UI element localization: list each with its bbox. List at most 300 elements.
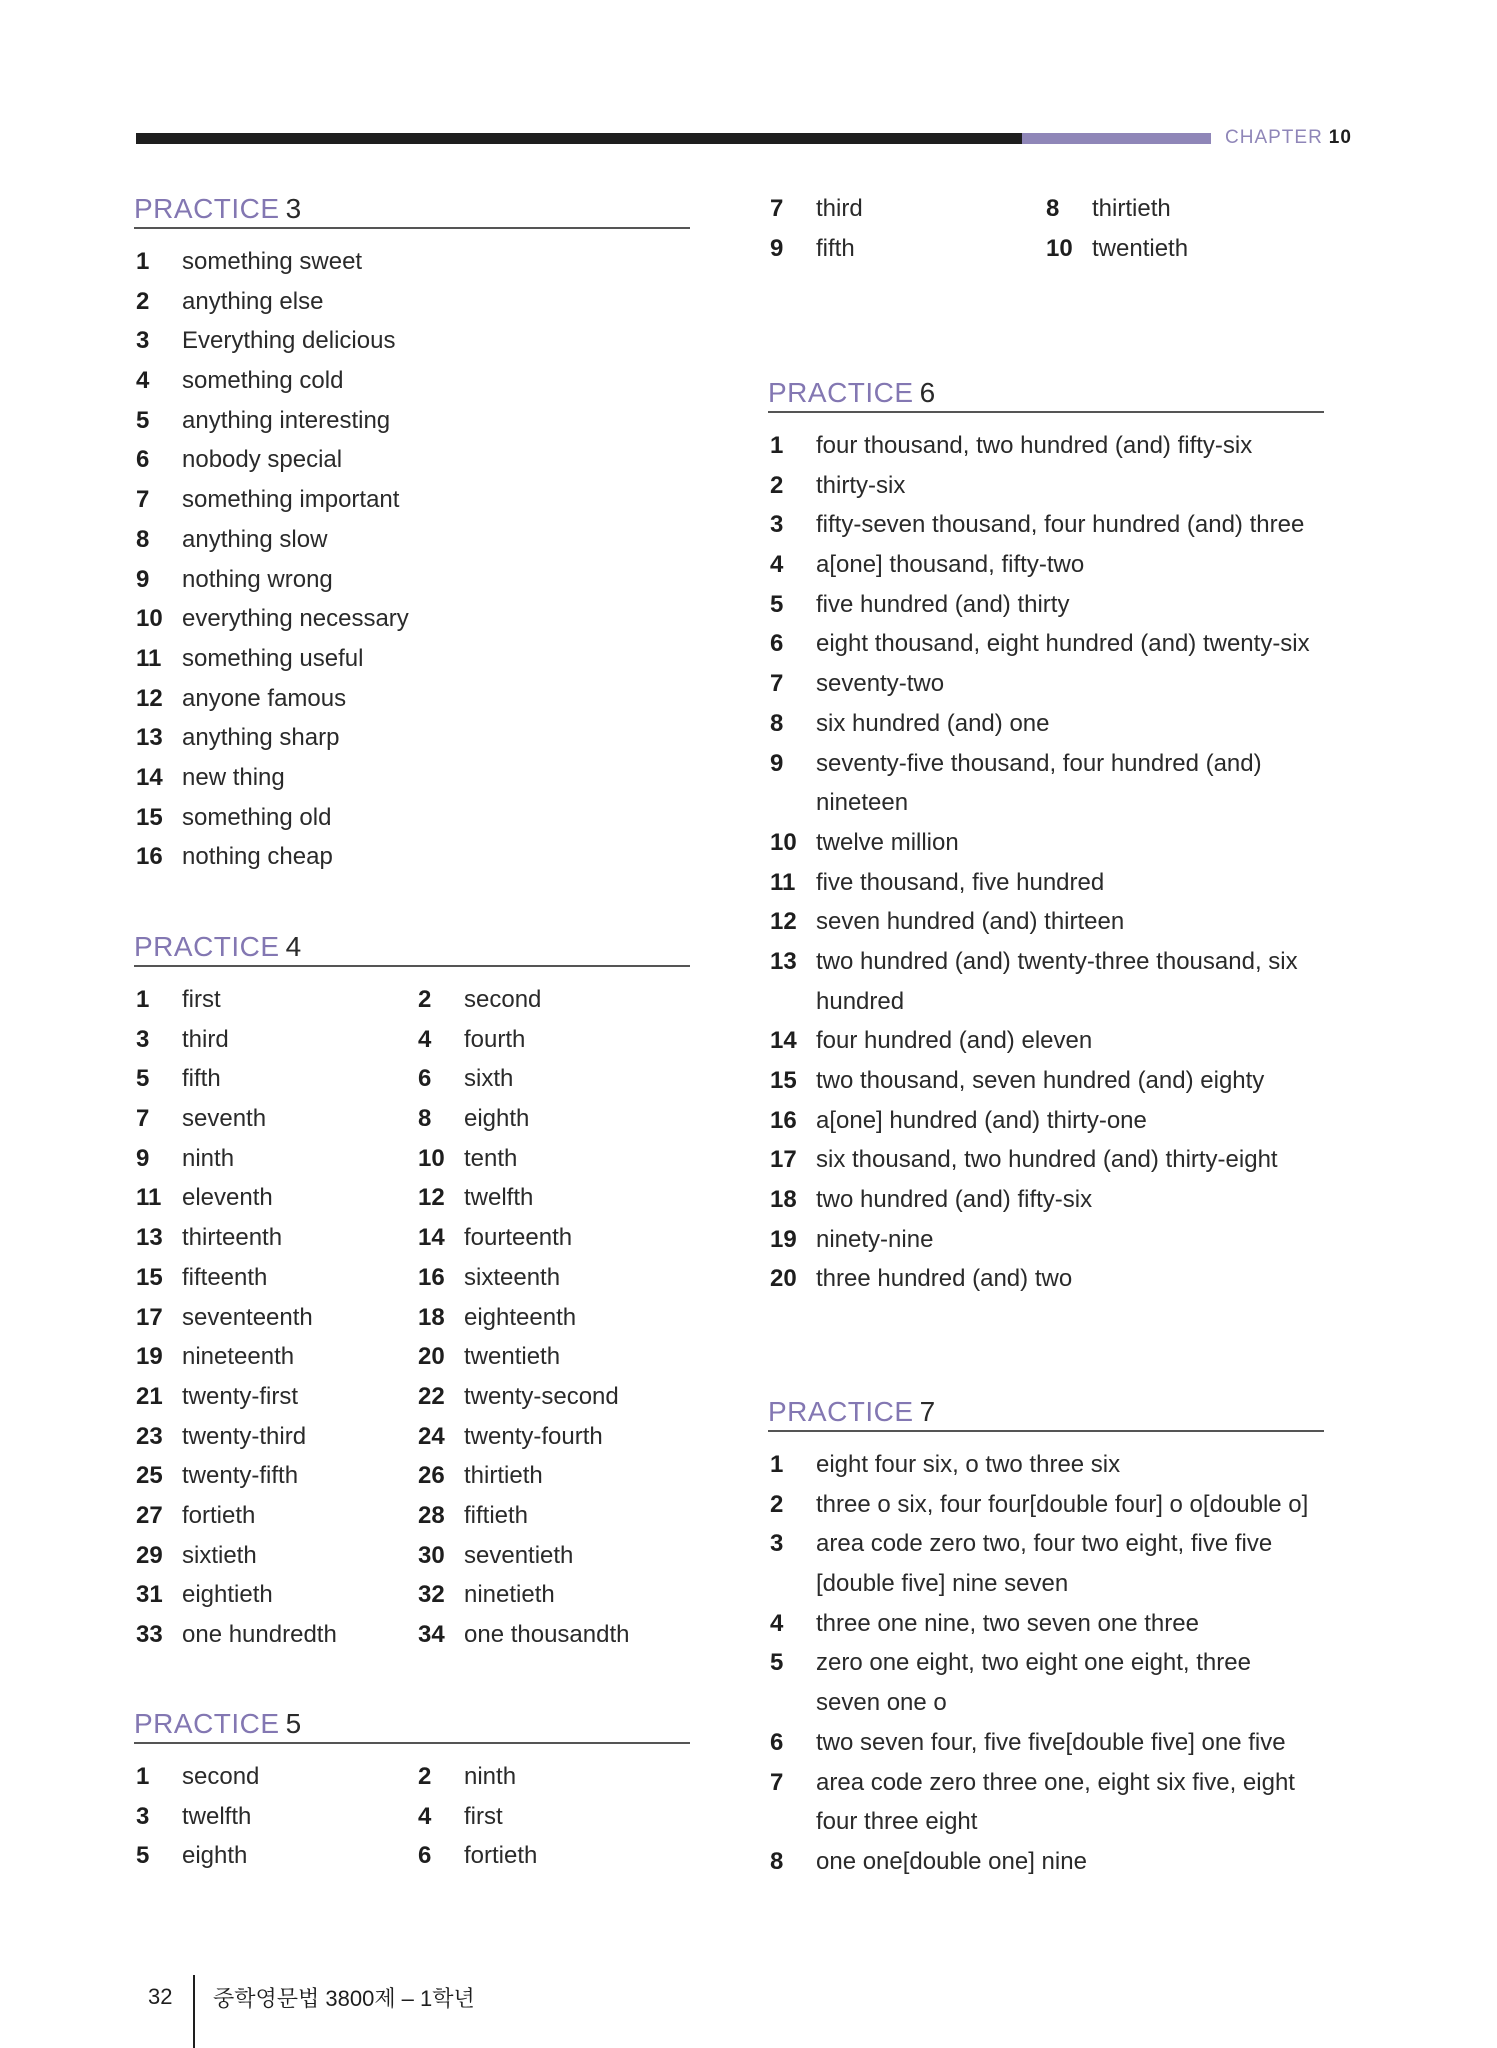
answer-item	[768, 1220, 1324, 1260]
answer-text: anything else	[182, 287, 324, 315]
answer-text: something sweet	[182, 248, 363, 275]
practice-3-title: PRACTICE 3	[134, 193, 302, 224]
answer-item	[768, 585, 1324, 625]
answer-item	[768, 189, 1044, 229]
answer-item	[768, 1259, 1324, 1299]
answer-item	[134, 1337, 416, 1377]
answer-item	[134, 361, 690, 401]
answer-text: fifth	[816, 234, 855, 262]
answer-text: ninetieth	[464, 1581, 555, 1609]
answer-number: 7	[770, 670, 784, 698]
answer-text: zero one eight, two eight one eight, three	[816, 1649, 1251, 1677]
answer-text: twenty-third	[182, 1422, 307, 1450]
answer-text: five hundred (and) thirty	[816, 590, 1070, 618]
answer-item	[768, 624, 1324, 664]
answer-text: three hundred (and) two	[816, 1265, 1073, 1293]
answer-number: 13	[136, 724, 163, 752]
answer-item	[416, 1377, 698, 1417]
answer-text: twenty-fifth	[182, 1462, 299, 1490]
answer-number: 3	[136, 327, 150, 355]
answer-text: nothing wrong	[182, 565, 333, 593]
answer-number: 3	[770, 1530, 784, 1558]
answer-item	[768, 982, 1324, 1022]
answer-item	[134, 440, 690, 480]
answer-text: anything interesting	[182, 406, 391, 434]
answer-text: six thousand, two hundred (and) thirty-eight	[816, 1146, 1278, 1174]
answer-text: second	[464, 986, 542, 1013]
answer-text: fourth	[464, 1025, 526, 1053]
answer-text: a[one] hundred (and) thirty-one	[816, 1106, 1147, 1134]
answer-item	[416, 1059, 698, 1099]
answer-item	[134, 1377, 416, 1417]
answer-text: twelfth	[182, 1802, 252, 1830]
answer-text: ninth	[464, 1763, 517, 1790]
answer-item	[134, 837, 690, 877]
answer-number: 12	[418, 1184, 445, 1212]
answer-text: tenth	[464, 1144, 518, 1172]
answer-number: 19	[770, 1225, 797, 1253]
practice-3-rule	[134, 227, 690, 229]
answer-item	[134, 520, 690, 560]
answer-item	[1044, 229, 1320, 269]
answer-text: first	[182, 986, 221, 1013]
answer-number: 1	[770, 1451, 784, 1478]
answer-item	[768, 545, 1324, 585]
answer-text: eighth	[182, 1842, 248, 1870]
answer-text: nothing cheap	[182, 843, 333, 871]
answer-text: seventieth	[464, 1541, 574, 1569]
practice-5-title: PRACTICE 5	[134, 1708, 302, 1739]
answer-text: eightieth	[182, 1581, 273, 1609]
practice-4-section	[134, 929, 690, 1655]
answer-item	[416, 1797, 698, 1837]
answer-item	[134, 1417, 416, 1457]
answer-item	[134, 282, 690, 322]
answer-text: twelfth	[464, 1184, 534, 1212]
answer-number: 7	[136, 486, 150, 514]
answer-number: 10	[418, 1144, 445, 1172]
practice-5-list-continued	[768, 189, 1324, 268]
answer-text: new thing	[182, 763, 285, 791]
answer-number: 11	[136, 644, 162, 672]
answer-number: 26	[418, 1462, 445, 1490]
answer-text: fortieth	[464, 1842, 538, 1870]
chapter-label	[1225, 127, 1352, 149]
practice-3-list	[134, 242, 690, 877]
answer-number: 5	[136, 1842, 150, 1870]
answer-text: ninth	[182, 1144, 235, 1172]
answer-number: 19	[136, 1343, 163, 1371]
answer-text: twentieth	[1092, 234, 1189, 262]
answer-text: seven one o	[816, 1689, 947, 1717]
header-bar-accent	[1022, 133, 1211, 144]
answer-item	[416, 1258, 698, 1298]
answer-number: 16	[418, 1263, 445, 1291]
answer-text: fourteenth	[464, 1224, 573, 1252]
answer-text: thirty-six	[816, 471, 906, 499]
answer-number: 6	[418, 1842, 432, 1870]
answer-text: twentieth	[464, 1343, 561, 1371]
answer-number: 15	[770, 1067, 797, 1094]
answer-number: 31	[136, 1581, 163, 1609]
answer-text: a[one] thousand, fifty-two	[816, 551, 1085, 579]
chapter-number: 10	[1328, 127, 1352, 148]
answer-item	[768, 1604, 1324, 1644]
answer-text: seventh	[182, 1105, 267, 1133]
answer-text: area code zero two, four two eight, five five	[816, 1530, 1273, 1558]
answer-text: one one[double one] nine	[816, 1847, 1087, 1875]
answer-number: 12	[770, 908, 797, 936]
answer-number: 4	[418, 1025, 432, 1053]
answer-number: 28	[418, 1501, 445, 1529]
answer-item	[768, 505, 1324, 545]
answer-number: 29	[136, 1541, 163, 1569]
answer-number: 2	[770, 1490, 784, 1518]
answer-item	[416, 1496, 698, 1536]
answer-number: 8	[770, 709, 784, 737]
answer-item	[134, 1178, 416, 1218]
answer-item	[134, 1575, 416, 1615]
answer-item	[416, 1139, 698, 1179]
answer-number: 17	[136, 1303, 163, 1331]
answer-text: seventy-five thousand, four hundred (and)	[816, 749, 1262, 777]
answer-number: 1	[770, 432, 784, 459]
answer-number: 7	[770, 1768, 784, 1796]
answer-number: 14	[418, 1224, 445, 1252]
answer-item	[768, 1061, 1324, 1101]
answer-number: 21	[136, 1382, 163, 1410]
answer-number: 2	[418, 986, 432, 1013]
practice-6-list	[768, 426, 1324, 1299]
answer-item	[768, 1723, 1324, 1763]
practice-5-rule	[134, 1742, 690, 1744]
answer-number: 4	[418, 1802, 432, 1830]
answer-text: one thousandth	[464, 1621, 630, 1648]
answer-text: eight thousand, eight hundred (and) twenty-six	[816, 630, 1310, 658]
answer-number: 17	[770, 1146, 797, 1174]
answer-item	[768, 704, 1324, 744]
answer-text: twenty-second	[464, 1382, 619, 1410]
answer-item	[134, 1099, 416, 1139]
footer-divider	[193, 1975, 195, 2048]
answer-item	[768, 902, 1324, 942]
answer-item	[768, 1021, 1324, 1061]
answer-text: eighteenth	[464, 1303, 577, 1331]
answer-item	[134, 1836, 416, 1876]
answer-item	[768, 466, 1324, 506]
answer-number: 6	[136, 446, 150, 474]
answer-text: everything necessary	[182, 605, 409, 633]
answer-number: 30	[418, 1541, 445, 1569]
answer-text: third	[816, 195, 863, 222]
answer-number: 12	[136, 684, 163, 712]
answer-item	[768, 426, 1324, 466]
answer-number: 2	[770, 471, 784, 499]
answer-number: 5	[770, 1649, 784, 1677]
answer-item	[134, 1059, 416, 1099]
answer-number: 6	[418, 1065, 432, 1093]
practice-3-section	[134, 191, 690, 877]
answer-item	[134, 980, 416, 1020]
answer-item	[768, 1180, 1324, 1220]
header-bar-dark	[136, 133, 1022, 144]
answer-item	[768, 783, 1324, 823]
answer-number: 27	[136, 1501, 163, 1529]
answer-number: 9	[136, 565, 150, 593]
answer-item	[768, 863, 1324, 903]
answer-text: nineteenth	[182, 1343, 295, 1371]
answer-text: something useful	[182, 644, 364, 672]
answer-text: [double five] nine seven	[816, 1570, 1069, 1598]
answer-text: thirtieth	[1092, 195, 1171, 222]
answer-number: 9	[770, 749, 784, 777]
answer-item	[134, 599, 690, 639]
answer-item	[768, 1485, 1324, 1525]
answer-item	[134, 1797, 416, 1837]
answer-number: 13	[770, 947, 797, 975]
book-title: 중학영문법 3800제 – 1학년	[213, 1986, 475, 2011]
answer-number: 3	[136, 1025, 150, 1053]
answer-number: 3	[770, 511, 784, 539]
answer-number: 34	[418, 1621, 445, 1648]
answer-number: 15	[136, 803, 163, 831]
answer-number: 23	[136, 1422, 163, 1450]
answer-number: 8	[1046, 195, 1060, 222]
chapter-word: CHAPTER	[1225, 127, 1323, 148]
answer-text: twenty-fourth	[464, 1422, 603, 1450]
answer-text: two seven four, five five[double five] one five	[816, 1728, 1286, 1756]
answer-item	[134, 798, 690, 838]
answer-text: third	[182, 1025, 229, 1053]
answer-number: 16	[136, 843, 163, 871]
answer-number: 13	[136, 1224, 163, 1252]
practice-5-continued	[768, 189, 1324, 268]
answer-number: 6	[770, 630, 784, 658]
answer-number: 3	[136, 1802, 150, 1830]
answer-text: thirtieth	[464, 1462, 543, 1490]
answer-item	[134, 1536, 416, 1576]
answer-number: 2	[136, 287, 150, 315]
answer-number: 5	[770, 590, 784, 618]
answer-item	[768, 664, 1324, 704]
practice-5-list	[134, 1757, 690, 1876]
answer-text: fortieth	[182, 1501, 256, 1529]
answer-number: 20	[418, 1343, 445, 1371]
answer-number: 22	[418, 1382, 445, 1410]
answer-number: 25	[136, 1462, 163, 1490]
answer-item	[134, 679, 690, 719]
answer-text: six hundred (and) one	[816, 709, 1050, 737]
answer-text: sixtieth	[182, 1541, 257, 1569]
answer-number: 10	[136, 605, 163, 633]
answer-item	[134, 401, 690, 441]
answer-item	[768, 1524, 1324, 1564]
answer-item	[134, 1298, 416, 1338]
answer-text: two hundred (and) fifty-six	[816, 1186, 1093, 1214]
answer-item	[416, 1615, 698, 1655]
answer-text: seventeenth	[182, 1303, 313, 1331]
answer-item	[768, 1101, 1324, 1141]
answer-text: eighth	[464, 1105, 530, 1133]
answer-text: four thousand, two hundred (and) fifty-six	[816, 432, 1253, 459]
answer-text: two hundred (and) twenty-three thousand, six	[816, 947, 1298, 975]
answer-text: first	[464, 1802, 503, 1830]
practice-7-rule	[768, 1430, 1324, 1432]
answer-item	[134, 1218, 416, 1258]
answer-item	[134, 758, 690, 798]
answer-item	[416, 1337, 698, 1377]
answer-item	[768, 744, 1324, 784]
answer-text: sixth	[464, 1065, 514, 1093]
practice-4-title: PRACTICE 4	[134, 931, 302, 962]
answer-text: nobody special	[182, 446, 343, 474]
answer-text: sixteenth	[464, 1263, 561, 1291]
answer-text: five thousand, five hundred	[816, 868, 1105, 896]
answer-item	[768, 1564, 1324, 1604]
answer-text: fifty-seven thousand, four hundred (and) three	[816, 511, 1305, 539]
answer-item	[768, 229, 1044, 269]
answer-text: fifth	[182, 1065, 221, 1093]
answer-text: fiftieth	[464, 1501, 529, 1529]
header-bar	[136, 133, 1211, 144]
answer-item	[416, 1218, 698, 1258]
answer-number: 1	[136, 1763, 150, 1790]
answer-number: 11	[136, 1184, 162, 1212]
answer-number: 16	[770, 1106, 797, 1134]
answer-number: 14	[136, 763, 163, 791]
practice-7-section	[768, 1394, 1324, 1882]
answer-item	[416, 1020, 698, 1060]
answer-text: three one nine, two seven one three	[816, 1609, 1199, 1637]
answer-text: twenty-first	[182, 1382, 299, 1410]
answer-number: 15	[136, 1263, 163, 1291]
answer-text: hundred	[816, 987, 905, 1015]
answer-number: 2	[418, 1763, 432, 1790]
answer-text: something important	[182, 486, 400, 514]
answer-text: nineteen	[816, 789, 909, 817]
answer-number: 6	[770, 1728, 784, 1756]
answer-item	[134, 1139, 416, 1179]
answer-number: 20	[770, 1265, 797, 1293]
answer-number: 8	[770, 1847, 784, 1875]
answer-item	[768, 1763, 1324, 1803]
practice-7-list	[768, 1445, 1324, 1882]
answer-item	[416, 1178, 698, 1218]
answer-text: fifteenth	[182, 1263, 268, 1291]
answer-number: 4	[136, 367, 150, 395]
answer-item	[134, 480, 690, 520]
answer-item	[768, 1802, 1324, 1842]
answer-item	[768, 823, 1324, 863]
answer-text: anything slow	[182, 525, 328, 553]
answer-text: anything sharp	[182, 724, 340, 752]
answer-item	[134, 1496, 416, 1536]
answer-item	[134, 718, 690, 758]
answer-text: twelve million	[816, 828, 959, 856]
answer-text: seven hundred (and) thirteen	[816, 908, 1125, 936]
answer-item	[1044, 189, 1320, 229]
answer-number: 1	[136, 248, 150, 275]
answer-number: 7	[136, 1105, 150, 1133]
practice-6-section	[768, 375, 1324, 1299]
answer-item	[134, 1757, 416, 1797]
answer-number: 7	[770, 195, 784, 222]
answer-number: 9	[770, 234, 784, 262]
answer-number: 4	[770, 1609, 784, 1637]
answer-item	[416, 1536, 698, 1576]
answer-item	[416, 1757, 698, 1797]
page-number: 32	[148, 1984, 173, 2009]
answer-number: 9	[136, 1144, 150, 1172]
answer-item	[134, 1020, 416, 1060]
answer-number: 24	[418, 1422, 445, 1450]
answer-text: anyone famous	[182, 684, 347, 712]
answer-number: 18	[770, 1186, 797, 1214]
answer-text: something old	[182, 803, 332, 831]
answer-item	[768, 1445, 1324, 1485]
practice-6-title: PRACTICE 6	[768, 377, 936, 408]
answer-number: 5	[136, 1065, 150, 1093]
practice-6-rule	[768, 411, 1324, 413]
answer-item	[134, 321, 690, 361]
answer-item	[416, 1456, 698, 1496]
answer-text: two thousand, seven hundred (and) eighty	[816, 1067, 1265, 1094]
answer-item	[416, 1298, 698, 1338]
answer-number: 32	[418, 1581, 445, 1609]
answer-text: eleventh	[182, 1184, 273, 1212]
answer-item	[134, 1615, 416, 1655]
practice-4-rule	[134, 965, 690, 967]
answer-text: second	[182, 1763, 260, 1790]
answer-number: 14	[770, 1027, 797, 1055]
answer-item	[134, 242, 690, 282]
answer-number: 8	[136, 525, 150, 553]
answer-text: Everything delicious	[182, 327, 396, 355]
answer-number: 10	[1046, 234, 1073, 262]
answer-text: thirteenth	[182, 1224, 283, 1252]
answer-text: seventy-two	[816, 670, 945, 698]
answer-item	[416, 1836, 698, 1876]
answer-item	[416, 1099, 698, 1139]
answer-item	[134, 560, 690, 600]
answer-text: area code zero three one, eight six five, eight	[816, 1768, 1295, 1796]
answer-item	[416, 980, 698, 1020]
answer-item	[134, 1258, 416, 1298]
answer-text: four three eight	[816, 1808, 978, 1836]
answer-number: 18	[418, 1303, 445, 1331]
answer-item	[768, 1683, 1324, 1723]
practice-4-list	[134, 980, 690, 1655]
answer-item	[416, 1575, 698, 1615]
answer-number: 11	[770, 868, 796, 896]
answer-text: eight four six, o two three six	[816, 1451, 1121, 1478]
answer-item	[768, 1643, 1324, 1683]
answer-number: 8	[418, 1105, 432, 1133]
answer-number: 33	[136, 1621, 163, 1648]
answer-number: 5	[136, 406, 150, 434]
answer-text: four hundred (and) eleven	[816, 1027, 1093, 1055]
answer-number: 1	[136, 986, 150, 1013]
answer-text: ninety-nine	[816, 1225, 934, 1253]
answer-text: something cold	[182, 367, 344, 395]
answer-number: 10	[770, 828, 797, 856]
answer-item	[134, 1456, 416, 1496]
answer-number: 4	[770, 551, 784, 579]
answer-item	[768, 942, 1324, 982]
practice-5-section	[134, 1706, 690, 1876]
answer-item	[416, 1417, 698, 1457]
practice-7-title: PRACTICE 7	[768, 1396, 936, 1427]
